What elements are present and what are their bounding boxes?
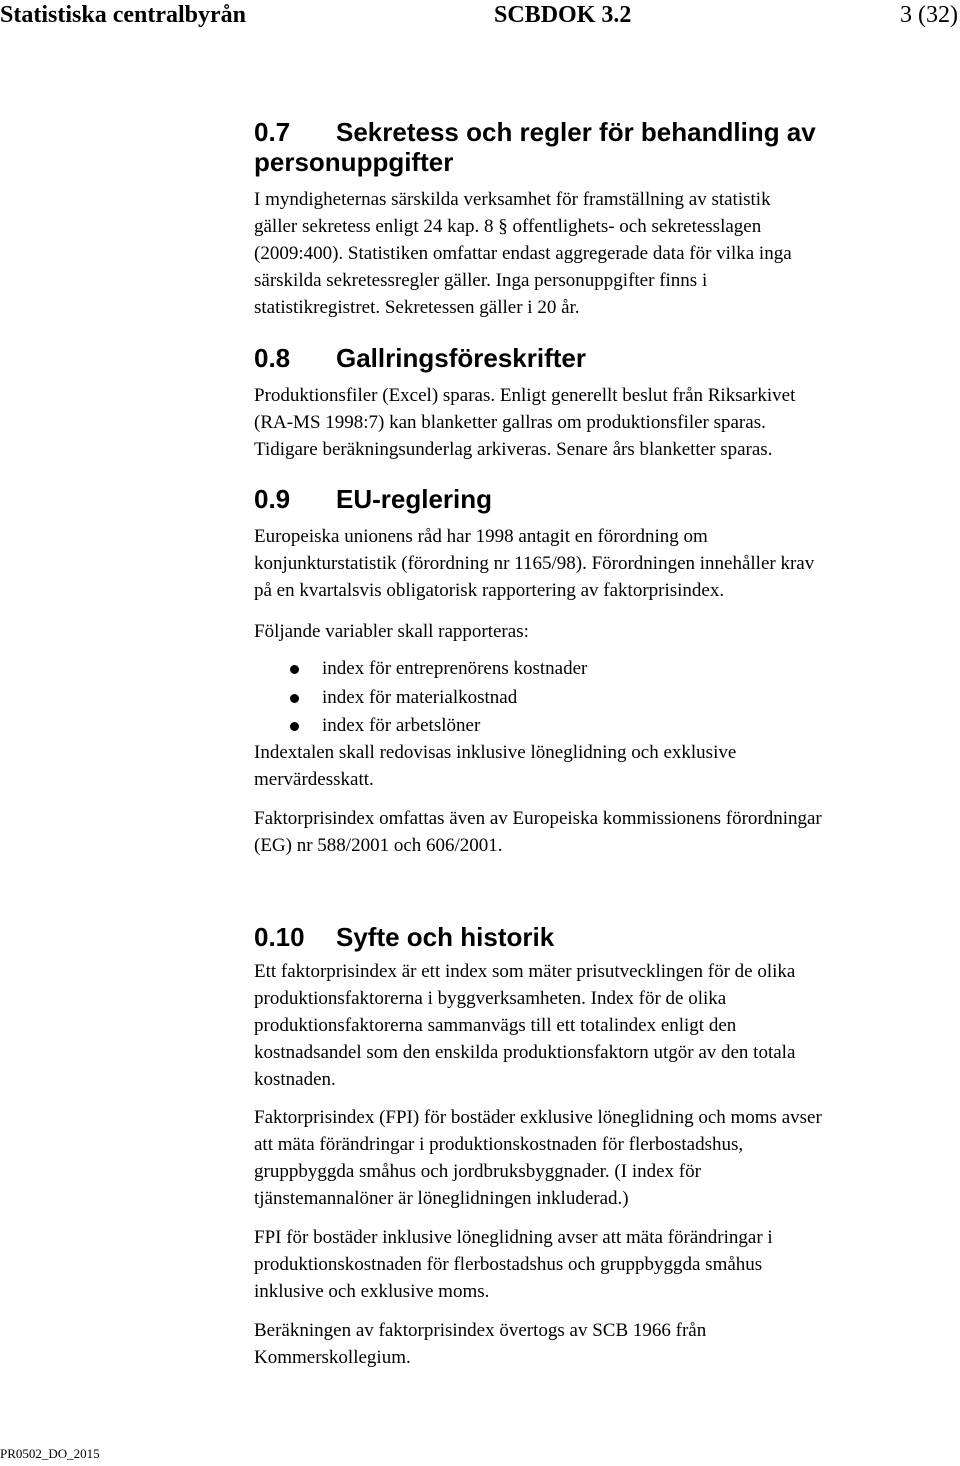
section-number: 0.8: [254, 343, 291, 373]
paragraph: [254, 618, 954, 645]
text-line: Beräkningen av faktorprisindex övertogs av SCB 1966 från: [254, 1320, 707, 1341]
text-line: särskilda sekretessregler gäller. Inga personuppgifter finns i: [254, 270, 708, 291]
text-line: Produktionsfiler (Excel) sparas. Enligt generellt beslut från Riksarkivet: [254, 385, 796, 406]
text-line: (RA-MS 1998:7) kan blanketter gallras om produktionsfiler sparas.: [254, 412, 766, 433]
text-line: (EG) nr 588/2001 och 606/2001.: [254, 835, 503, 856]
paragraph: [254, 958, 954, 1093]
text-line: Faktorprisindex (FPI) för bostäder exklusive löneglidning och moms avser: [254, 1107, 822, 1128]
bullet-icon: [290, 722, 299, 731]
text-line: Europeiska unionens råd har 1998 antagit en förordning om: [254, 526, 708, 547]
paragraph: [254, 739, 954, 793]
section-heading-0-7: [254, 118, 816, 147]
text-line: statistikregistret. Sekretessen gäller i 20 år.: [254, 297, 580, 318]
text-line: produktionskostnaden för flerbostadshus och gruppbyggda småhus: [254, 1254, 763, 1275]
paragraph: [254, 523, 954, 604]
text-line: att mäta förändringar i produktionskostnaden för flerbostadshus,: [254, 1134, 744, 1155]
list-item-text: index för materialkostnad: [322, 686, 518, 708]
text-line: tjänstemannalöner är löneglidningen inkluderad.): [254, 1188, 629, 1209]
text-line: produktionsfaktorerna sammanvägs till ett totalindex enligt den: [254, 1015, 737, 1036]
text-line: gruppbyggda småhus och jordbruksbyggnader. (I index för: [254, 1161, 701, 1182]
text-line: Ett faktorprisindex är ett index som mäter prisutvecklingen för de olika: [254, 961, 796, 982]
text-line: kostnadsandel som den enskilda produktionsfaktorn utgör av den totala: [254, 1042, 796, 1063]
text-line: produktionsfaktorerna i byggverksamheten. Index för de olika: [254, 988, 727, 1009]
paragraph: [254, 1317, 954, 1371]
section-heading-0-7-cont: [254, 148, 453, 177]
list-item-text: index för entreprenörens kostnader: [322, 658, 588, 679]
text-line: Indextalen skall redovisas inklusive löneglidning och exklusive: [254, 742, 737, 763]
text-line: konjunkturstatistik (förordning nr 1165/98). Förordningen innehåller krav: [254, 553, 815, 574]
section-number: 0.7: [254, 117, 291, 147]
section-title-line: Sekretess och regler för behandling av: [336, 117, 816, 147]
section-heading-0-9: [254, 485, 492, 514]
footer-document-code: PR0502_DO_2015: [0, 1446, 100, 1461]
text-line: FPI för bostäder inklusive löneglidning avser att mäta förändringar i: [254, 1227, 773, 1248]
section-title-line: EU-reglering: [336, 484, 493, 514]
bullet-icon: [290, 665, 299, 674]
header-organization: Statistiska centralbyrån: [0, 2, 246, 28]
paragraph: [254, 1224, 954, 1305]
text-line: inklusive och exklusive moms.: [254, 1281, 490, 1302]
text-line: Kommerskollegium.: [254, 1347, 411, 1368]
text-line: (2009:400). Statistiken omfattar endast aggregerade data för vilka inga: [254, 243, 792, 264]
list-item: [254, 684, 954, 713]
paragraph: [254, 1104, 954, 1212]
section-heading-0-10: [254, 923, 554, 952]
section-title-line: personuppgifter: [254, 147, 454, 177]
text-line: Tidigare beräkningsunderlag arkiveras. Senare års blanketter sparas.: [254, 439, 773, 460]
paragraph: [254, 186, 954, 321]
section-title-line: Syfte och historik: [336, 922, 555, 952]
bullet-list: [254, 655, 954, 741]
text-line: kostnaden.: [254, 1069, 336, 1090]
section-title-line: Gallringsföreskrifter: [336, 343, 586, 373]
header-page-number: 3 (32): [900, 2, 958, 28]
text-line: Följande variabler skall rapporteras:: [254, 621, 529, 642]
section-number: 0.9: [254, 484, 291, 514]
list-item: [254, 655, 954, 684]
header-document-id: SCBDOK 3.2: [494, 2, 632, 28]
list-item-text: index för arbetslöner: [322, 715, 481, 736]
paragraph: [254, 805, 954, 859]
page-header: [0, 0, 960, 40]
bullet-icon: [290, 694, 299, 703]
list-item: [254, 712, 954, 741]
text-line: Faktorprisindex omfattas även av Europeiska kommissionens förordningar: [254, 808, 822, 829]
text-line: mervärdesskatt.: [254, 769, 374, 790]
section-number: 0.10: [254, 922, 305, 952]
text-line: på en kvartalsvis obligatorisk rapportering av faktorprisindex.: [254, 580, 725, 601]
paragraph: [254, 382, 954, 463]
section-heading-0-8: [254, 344, 586, 373]
text-line: gäller sekretess enligt 24 kap. 8 § offentlighets- och sekretesslagen: [254, 216, 762, 237]
text-line: I myndigheternas särskilda verksamhet för framställning av statistik: [254, 189, 771, 210]
